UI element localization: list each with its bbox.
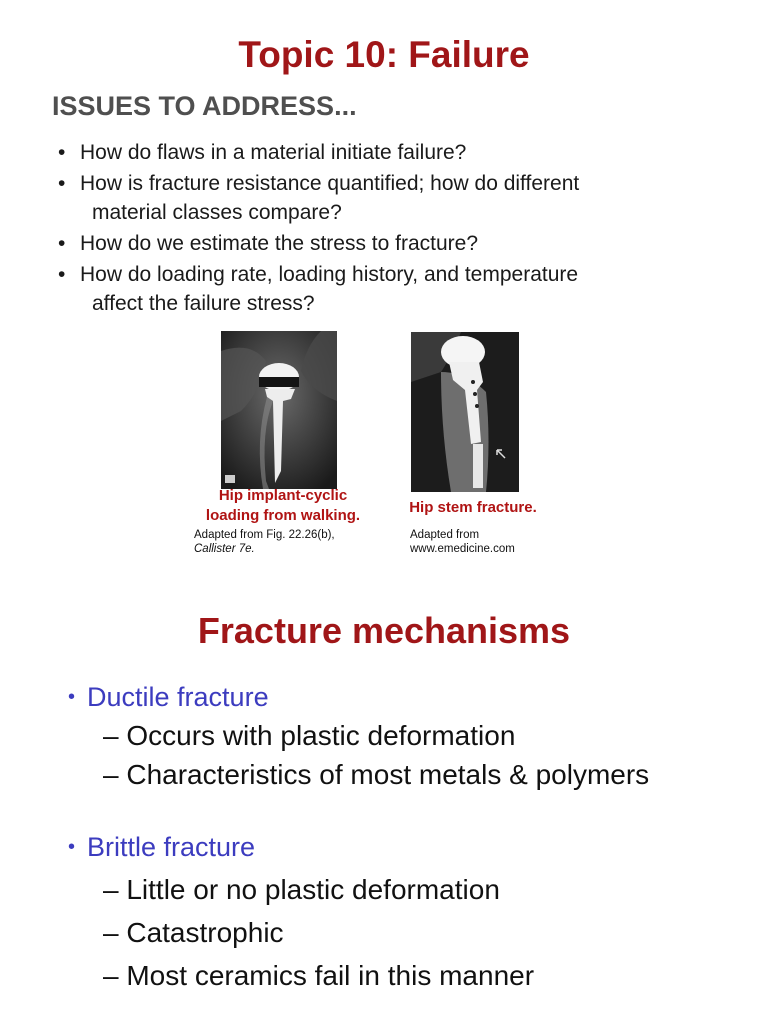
- bullet-icon: •: [58, 263, 66, 286]
- issue-item: • How do loading rate, loading history, and temperature affect the failure stress?: [58, 260, 738, 318]
- bullet-icon: •: [68, 686, 76, 708]
- section-heading: • Brittle fracture: [68, 832, 256, 862]
- figure-source: Adapted from Fig. 22.26(b), Callister 7e.: [194, 529, 335, 555]
- sub-item: – Little or no plastic deformation: [103, 874, 500, 905]
- issue-item: • How is fracture resistance quantified; how do different material classes compare?: [58, 169, 738, 227]
- figure-caption: Hip stem fracture.: [409, 499, 537, 516]
- issue-item: • How do we estimate the stress to fracture?: [58, 229, 738, 258]
- section-heading: • Ductile fracture: [68, 682, 269, 712]
- bullet-icon: •: [58, 232, 66, 255]
- issues-heading: ISSUES TO ADDRESS...: [52, 91, 357, 121]
- hip-implant-xray-image: [221, 331, 337, 489]
- hip-stem-fracture-xray-image: [411, 332, 519, 492]
- issue-item: • How do flaws in a material initiate failure?: [58, 138, 738, 167]
- slide-title: Fracture mechanisms: [197, 610, 571, 651]
- bullet-icon: •: [58, 172, 66, 195]
- figure-source: Adapted from www.emedicine.com: [410, 529, 515, 555]
- sub-item: – Characteristics of most metals & polymers: [103, 759, 650, 790]
- issues-list: [58, 138, 738, 320]
- bullet-icon: •: [68, 836, 76, 858]
- sub-item: – Occurs with plastic deformation: [103, 720, 516, 751]
- slide-title: Topic 10: Failure: [238, 34, 530, 75]
- sub-item: – Most ceramics fail in this manner: [103, 960, 535, 991]
- bullet-icon: •: [58, 141, 66, 164]
- sub-item: – Catastrophic: [103, 917, 284, 948]
- figure-caption: Hip implant-cyclic loading from walking.: [205, 487, 361, 524]
